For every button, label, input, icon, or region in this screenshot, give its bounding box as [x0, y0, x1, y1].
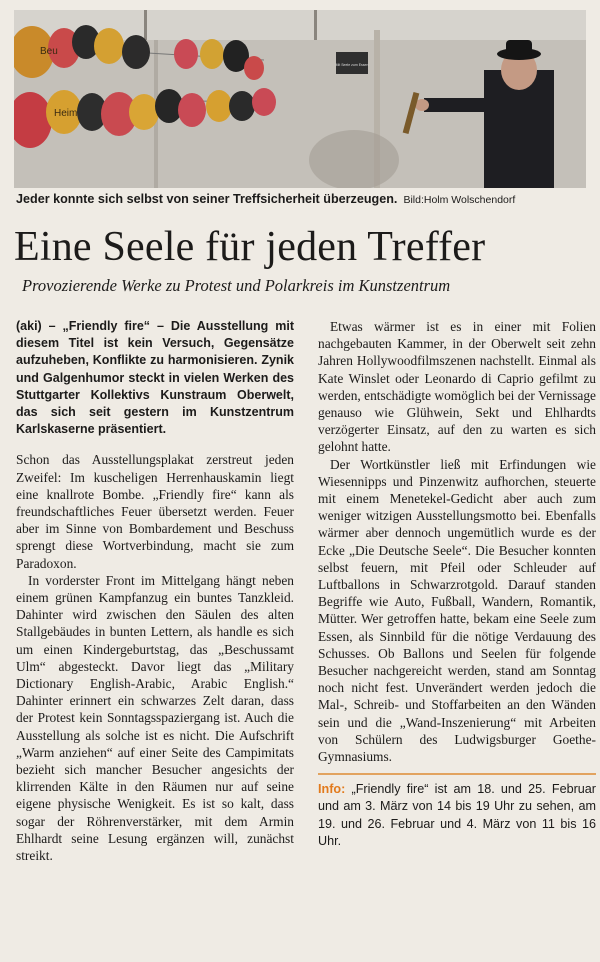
balloon-label: Beu	[40, 46, 58, 57]
balloon-label: Heim	[54, 108, 78, 119]
article-column-left	[16, 318, 294, 864]
body-paragraph: Schon das Ausstellungsplakat zerstreut jeden Zweifel: Im kuscheligen Herrenhauskamin liegt eine knallrote Bombe. „Friendly fire“ kann als freundschaftliches Feuer übersetzt werden. Feuer aber im Sinne von Bombardement und Beschuss sprengt diese Wortverbindung, macht sie zum Paradoxon.	[16, 452, 294, 571]
headline: Eine Seele für jeden Treffer	[14, 224, 486, 270]
wall-sign-text: Mit Seele zum Essen	[335, 63, 369, 67]
body-paragraph: Etwas wärmer ist es in einer mit Folien nachgebauten Kammer, in der Oberwelt seit zehn Jahren Hollywoodfilmszenen nachstellt. Einmal als Kate Winslet oder Leonardo di Caprio gefilmt zu werden, entschädigte womöglich bei der Vernissage genauso wie Glühwein, Sekt und Ehlhardts verzögerter Einsatz, auf den zu warten es sich gelohnt hatte.	[318, 319, 596, 455]
body-paragraph: Der Wortkünstler ließ mit Erfindungen wie Wiesennipps und Pinzenwitz aufhorchen, steuerte mit einem Menetekel-Gedicht aber auch zum weniger witzigen Ausstellungsmotto bei. Ebenfalls wärmer aber dennoch ungemütlich wurde es der Ecke „Die Deutsche Seele“. Die Besucher konnten selbst feuern, mit Pfeil oder Schleuder auf Luftballons in Schwarzrotgold. Darauf standen Begriffe wie Auto, Fußball, Wandern, Romantik, Mütter. Wer getroffen hatte, bekam eine Seele zum Essen, als Sinnbild für die nötige Verdauung des Schusses. Ob Ballons und Seelen für folgende Besucher nachgereicht werden, stand am Sonntag noch nicht fest. Unverändert werden jedoch die Mal-, Schreib- und Stoffarbeiten an den Wänden sein und die „Wand-Inszenierung“ mit Arbeiten von Schülern des Ludwigsburger Goethe-Gymnasiums.	[318, 456, 596, 765]
lead-paragraph: (aki) – „Friendly fire“ – Die Ausstellung mit diesem Titel ist kein Versuch, Gegensätze aufzuheben, Konflikte zu harmonisieren. Zynik und Galgenhumor steckt in vielen Werken des Stuttgarter Kollektivs Kunstraum Oberwelt, das sich seit gestern im Kunstzentrum Karlskaserne präsentiert.	[16, 319, 294, 437]
photo-credit: Bild:Holm Wolschendorf	[403, 194, 516, 206]
info-label: Info:	[318, 782, 346, 797]
photo-caption	[16, 192, 586, 206]
info-text: „Friendly fire“ ist am 18. und 25. Februar und am 3. März von 14 bis 19 Uhr zu sehen, am 19. und 26. Februar und 4. März von 11 bis 16 Uhr.	[318, 782, 596, 848]
article-photo	[14, 10, 586, 188]
caption-text: Jeder konnte sich selbst von seiner Treffsicherheit überzeugen.	[16, 192, 398, 206]
info-box	[318, 773, 596, 850]
article-column-right	[318, 318, 596, 850]
body-paragraph: In vorderster Front im Mittelgang hängt neben einem grünen Kampfanzug ein buntes Tanzkleid. Dahinter wird zwischen den Säulen des alten Stallgebäudes in bunten Lettern, als handle es sich um einen Kindergeburtstag, das „Beschussamt Ulm“ abgesteckt. Davor liegt das „Military Dictionary English-Arabic, Arabic English.“ Dahinter erinnert ein schwarzes Zelt daran, dass der Protest kein Sonntagsspaziergang ist. Auch die Ausstellung als solche ist es nicht. Die Aufschrift „Warm anziehen“ auf einer Seite des Campimitats bezieht sich mancher Besucher angesichts der klirrenden Kälte in den Räumen nur auf seine eigene physische Wenigkeit. Es ist so kalt, dass sogar der Röhrenverstärker, mit dem Armin Ehlhardt seine Lesung ergänzen will, zunächst streikt.	[16, 572, 294, 864]
subheadline: Provozierende Werke zu Protest und Polarkreis im Kunstzentrum	[22, 276, 451, 295]
exhibition-photo-illustration	[14, 10, 586, 188]
